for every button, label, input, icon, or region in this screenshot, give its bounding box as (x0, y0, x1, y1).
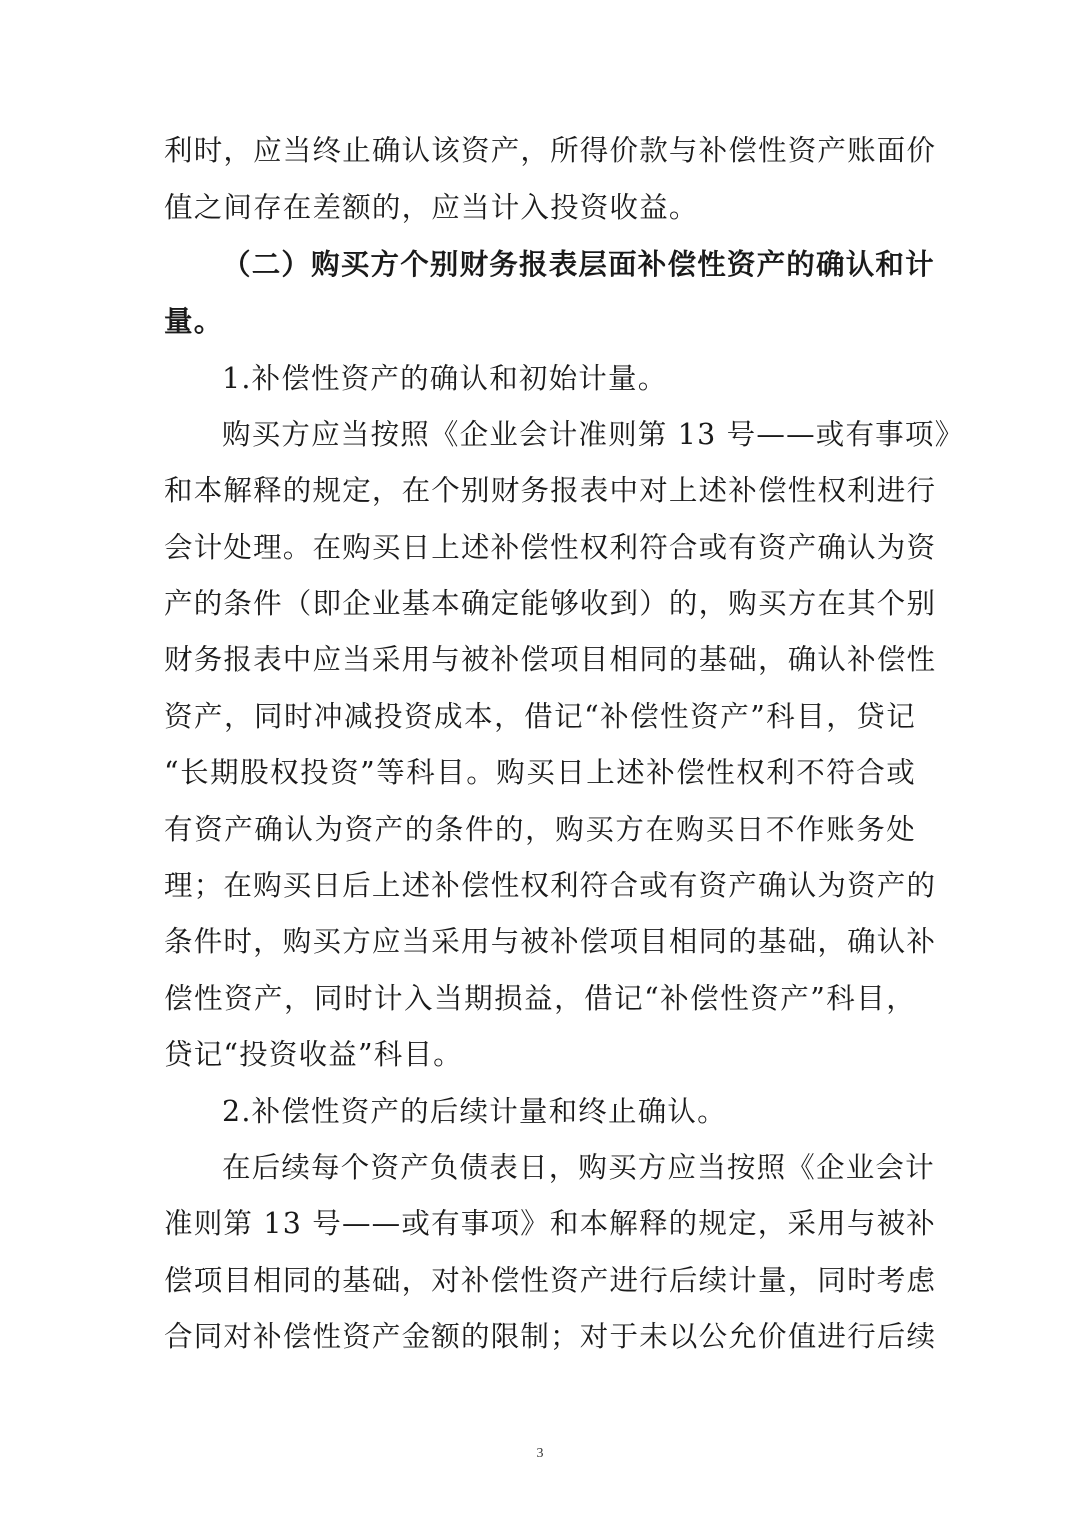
paragraph-start: 在后续每个资产负债表日，购买方应当按照《企业会计 (222, 1151, 935, 1184)
body-line: 偿项目相同的基础，对补偿性资产进行后续计量，同时考虑 (164, 1264, 937, 1297)
body-line: 贷记“投资收益”科目。 (164, 1038, 463, 1071)
section-heading: （二）购买方个别财务报表层面补偿性资产的确认和计 (222, 248, 935, 281)
body-line: 利时，应当终止确认该资产，所得价款与补偿性资产账面价 (164, 134, 937, 167)
page-number: 3 (536, 1446, 544, 1461)
body-line: 值之间存在差额的，应当计入投资收益。 (164, 191, 699, 224)
body-line: 有资产确认为资产的条件的，购买方在购买日不作账务处 (164, 813, 916, 846)
body-line: 财务报表中应当采用与被补偿项目相同的基础，确认补偿性 (164, 643, 937, 676)
body-line: “长期股权投资”等科目。购买日上述补偿性权利不符合或 (164, 756, 916, 789)
body-line: 会计处理。在购买日上述补偿性权利符合或有资产确认为资 (164, 531, 937, 564)
body-line: 合同对补偿性资产金额的限制；对于未以公允价值进行后续 (164, 1320, 937, 1353)
body-line: 和本解释的规定，在个别财务报表中对上述补偿性权利进行 (164, 474, 937, 507)
body-line: 产的条件（即企业基本确定能够收到）的，购买方在其个别 (164, 587, 937, 620)
body-line: 条件时，购买方应当采用与被补偿项目相同的基础，确认补 (164, 925, 937, 958)
subsection-heading: 1.补偿性资产的确认和初始计量。 (222, 362, 668, 395)
body-line: 资产，同时冲减投资成本，借记“补偿性资产”科目，贷记 (164, 700, 916, 733)
body-line: 理；在购买日后上述补偿性权利符合或有资产确认为资产的 (164, 869, 937, 902)
section-heading-continuation: 量。 (164, 305, 224, 338)
body-line: 准则第 13 号——或有事项》和本解释的规定，采用与被补 (164, 1207, 936, 1240)
paragraph-start: 购买方应当按照《企业会计准则第 13 号——或有事项》 (222, 418, 965, 451)
body-line: 偿性资产，同时计入当期损益，借记“补偿性资产”科目， (164, 982, 916, 1015)
subsection-heading: 2.补偿性资产的后续计量和终止确认。 (222, 1095, 727, 1128)
